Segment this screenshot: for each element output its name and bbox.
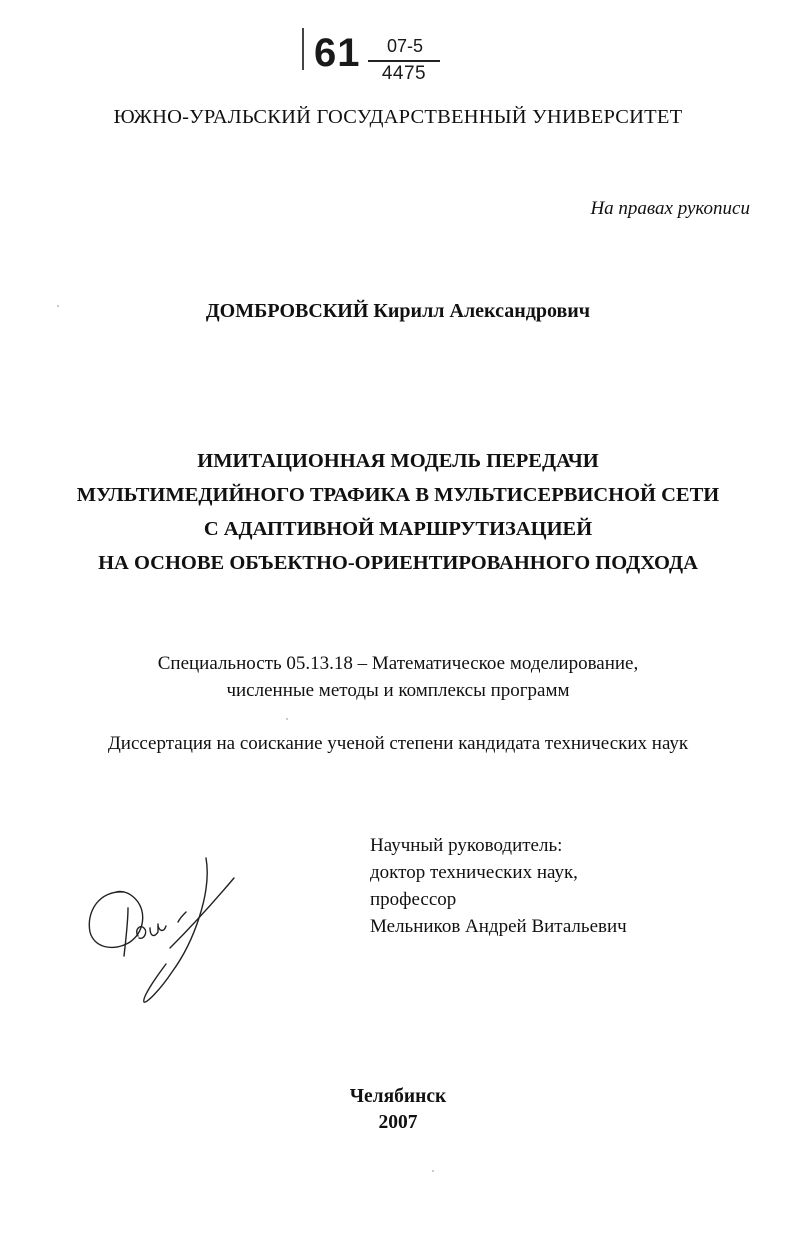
stamp-numerator: 07-5 xyxy=(386,36,424,56)
specialty-line-1: Специальность 05.13.18 – Математическое моделирование, xyxy=(157,653,639,674)
year: 2007 xyxy=(378,1112,418,1133)
specialty xyxy=(0,650,796,704)
supervisor-role: Научный руководитель: xyxy=(370,835,563,856)
catalog-stamp xyxy=(302,28,442,86)
city: Челябинск xyxy=(349,1086,447,1107)
supervisor-block xyxy=(370,832,770,940)
title-line: ИМИТАЦИОННАЯ МОДЕЛЬ ПЕРЕДАЧИ xyxy=(197,450,599,472)
title-line: НА ОСНОВЕ ОБЪЕКТНО-ОРИЕНТИРОВАННОГО ПОДХОДА xyxy=(98,552,698,574)
scan-speck xyxy=(286,718,288,720)
specialty-line-2: численные методы и комплексы программ xyxy=(226,680,570,701)
supervisor-rank: профессор xyxy=(370,889,457,910)
title-line: С АДАПТИВНОЙ МАРШРУТИЗАЦИЕЙ xyxy=(203,518,593,540)
scan-speck xyxy=(432,1170,434,1172)
supervisor-name: Мельников Андрей Витальевич xyxy=(370,916,627,937)
scan-speck xyxy=(57,305,59,307)
manuscript-rights-note: На правах рукописи xyxy=(590,198,750,219)
stamp-series: 61 xyxy=(314,31,361,75)
signature-icon xyxy=(84,852,244,1014)
university-name: ЮЖНО-УРАЛЬСКИЙ ГОСУДАРСТВЕННЫЙ УНИВЕРСИТЕТ xyxy=(113,106,683,128)
stamp-fraction-line xyxy=(368,60,440,62)
dissertation-title xyxy=(0,444,796,580)
supervisor-degree: доктор технических наук, xyxy=(370,862,578,883)
stamp-margin-bar xyxy=(302,28,304,70)
title-line: МУЛЬТИМЕДИЙНОГО ТРАФИКА В МУЛЬТИСЕРВИСНОЙ СЕТИ xyxy=(76,484,720,506)
degree-statement: Диссертация на соискание ученой степени кандидата технических наук xyxy=(107,733,689,754)
city-and-year xyxy=(0,1084,796,1136)
stamp-denominator: 4475 xyxy=(381,63,427,84)
author-name: ДОМБРОВСКИЙ Кирилл Александрович xyxy=(205,300,591,322)
